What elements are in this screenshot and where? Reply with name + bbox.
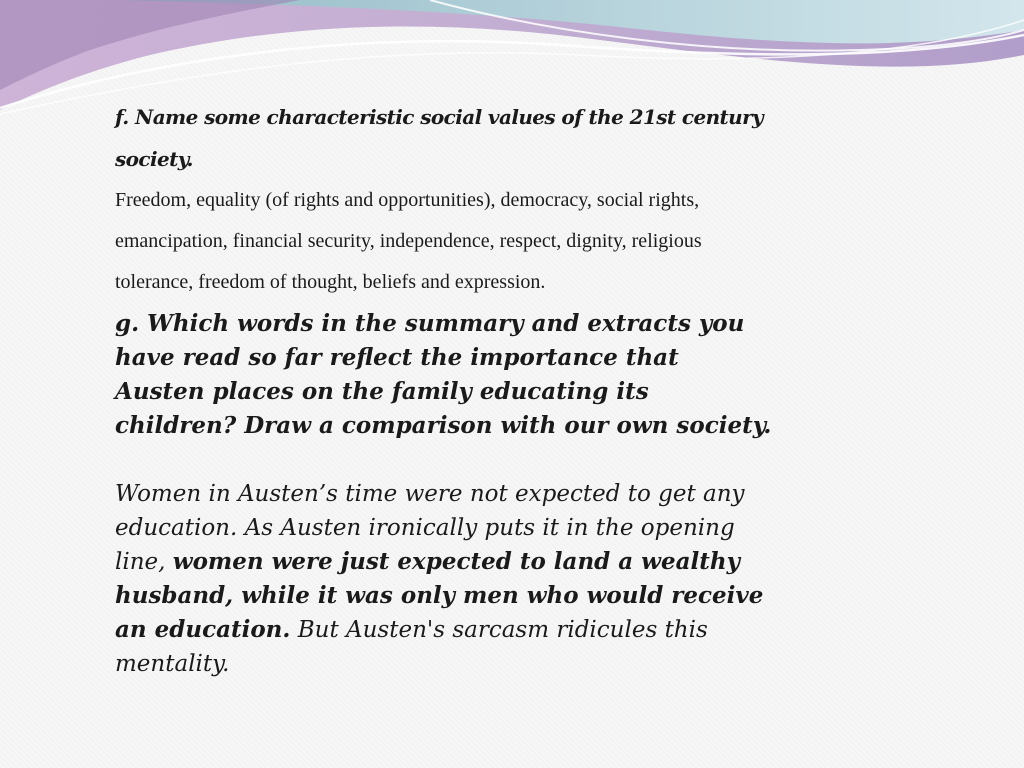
answer-g — [115, 477, 775, 681]
answer-g-part2: But Austen's sarcasm ridicules this mentality. — [115, 617, 708, 677]
question-f: f. Name some characteristic social values of the 21st century society. — [115, 105, 764, 171]
answer-g-emphasis: women were just expected to land a wealthy husband, while it was only men who would receive an education. — [115, 548, 764, 643]
answer-g-part1: Women in Austen’s time were not expected to get any education. As Austen ironically puts it in the opening line, — [115, 481, 745, 575]
answer-f: Freedom, equality (of rights and opportunities), democracy, social rights, emancipation, financial security, independence, respect, dignity, religious tolerance, freedom of thought, beliefs and expression. — [115, 189, 702, 293]
slide-content — [115, 96, 775, 681]
question-g: g. Which words in the summary and extracts you have read so far reflect the importance that Austen places on the family educating its children? Draw a comparison with our own society. — [115, 310, 772, 439]
